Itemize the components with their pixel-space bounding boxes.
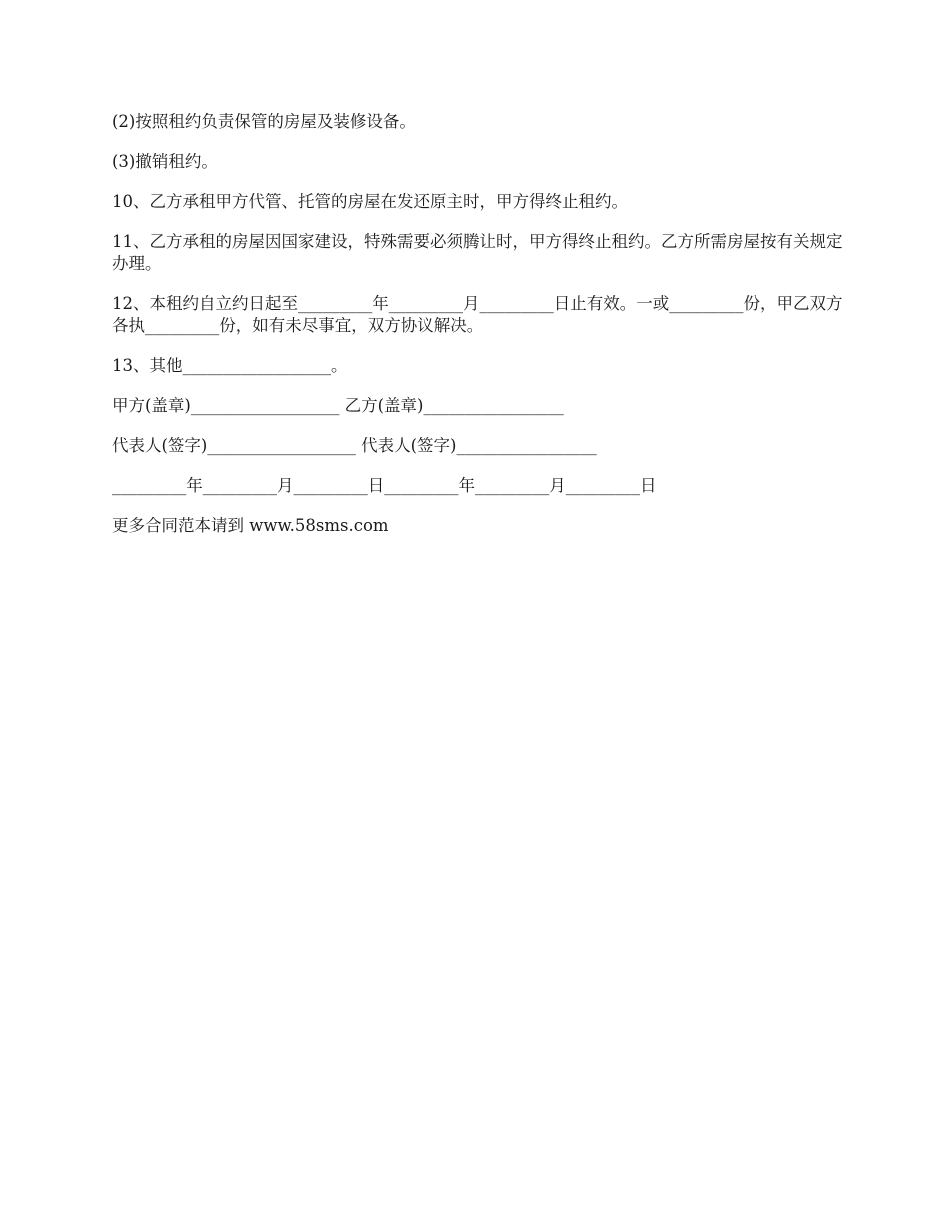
clause-13: 13、其他__________________。	[112, 356, 348, 375]
clause-11: 11、乙方承租的房屋因国家建设，特殊需要必须腾让时，甲方得终止租约。乙方所需房屋按有关规定办理。	[112, 232, 843, 273]
clause-10: 10、乙方承租甲方代管、托管的房屋在发还原主时，甲方得终止租约。	[112, 192, 628, 211]
clause-12: 12、本租约自立约日起至_________年_________月_________日止有效。一或_________份，甲乙双方各执_________份，如有未尽事宜，双方协议解决。	[112, 294, 843, 335]
clause-3-revoke: (3)撤销租约。	[112, 152, 218, 171]
date-line: _________年_________月_________日_________年_________月_________日	[112, 476, 657, 495]
footer-more-templates: 更多合同范本请到 www.58sms.com	[112, 516, 389, 535]
clause-2-custody: (2)按照租约负责保管的房屋及装修设备。	[112, 112, 416, 131]
party-seal-line: 甲方(盖章)__________________ 乙方(盖章)_________________	[112, 396, 564, 415]
representative-signature-line: 代表人(签字)__________________ 代表人(签字)_________________	[112, 436, 597, 455]
document-body	[112, 111, 847, 555]
